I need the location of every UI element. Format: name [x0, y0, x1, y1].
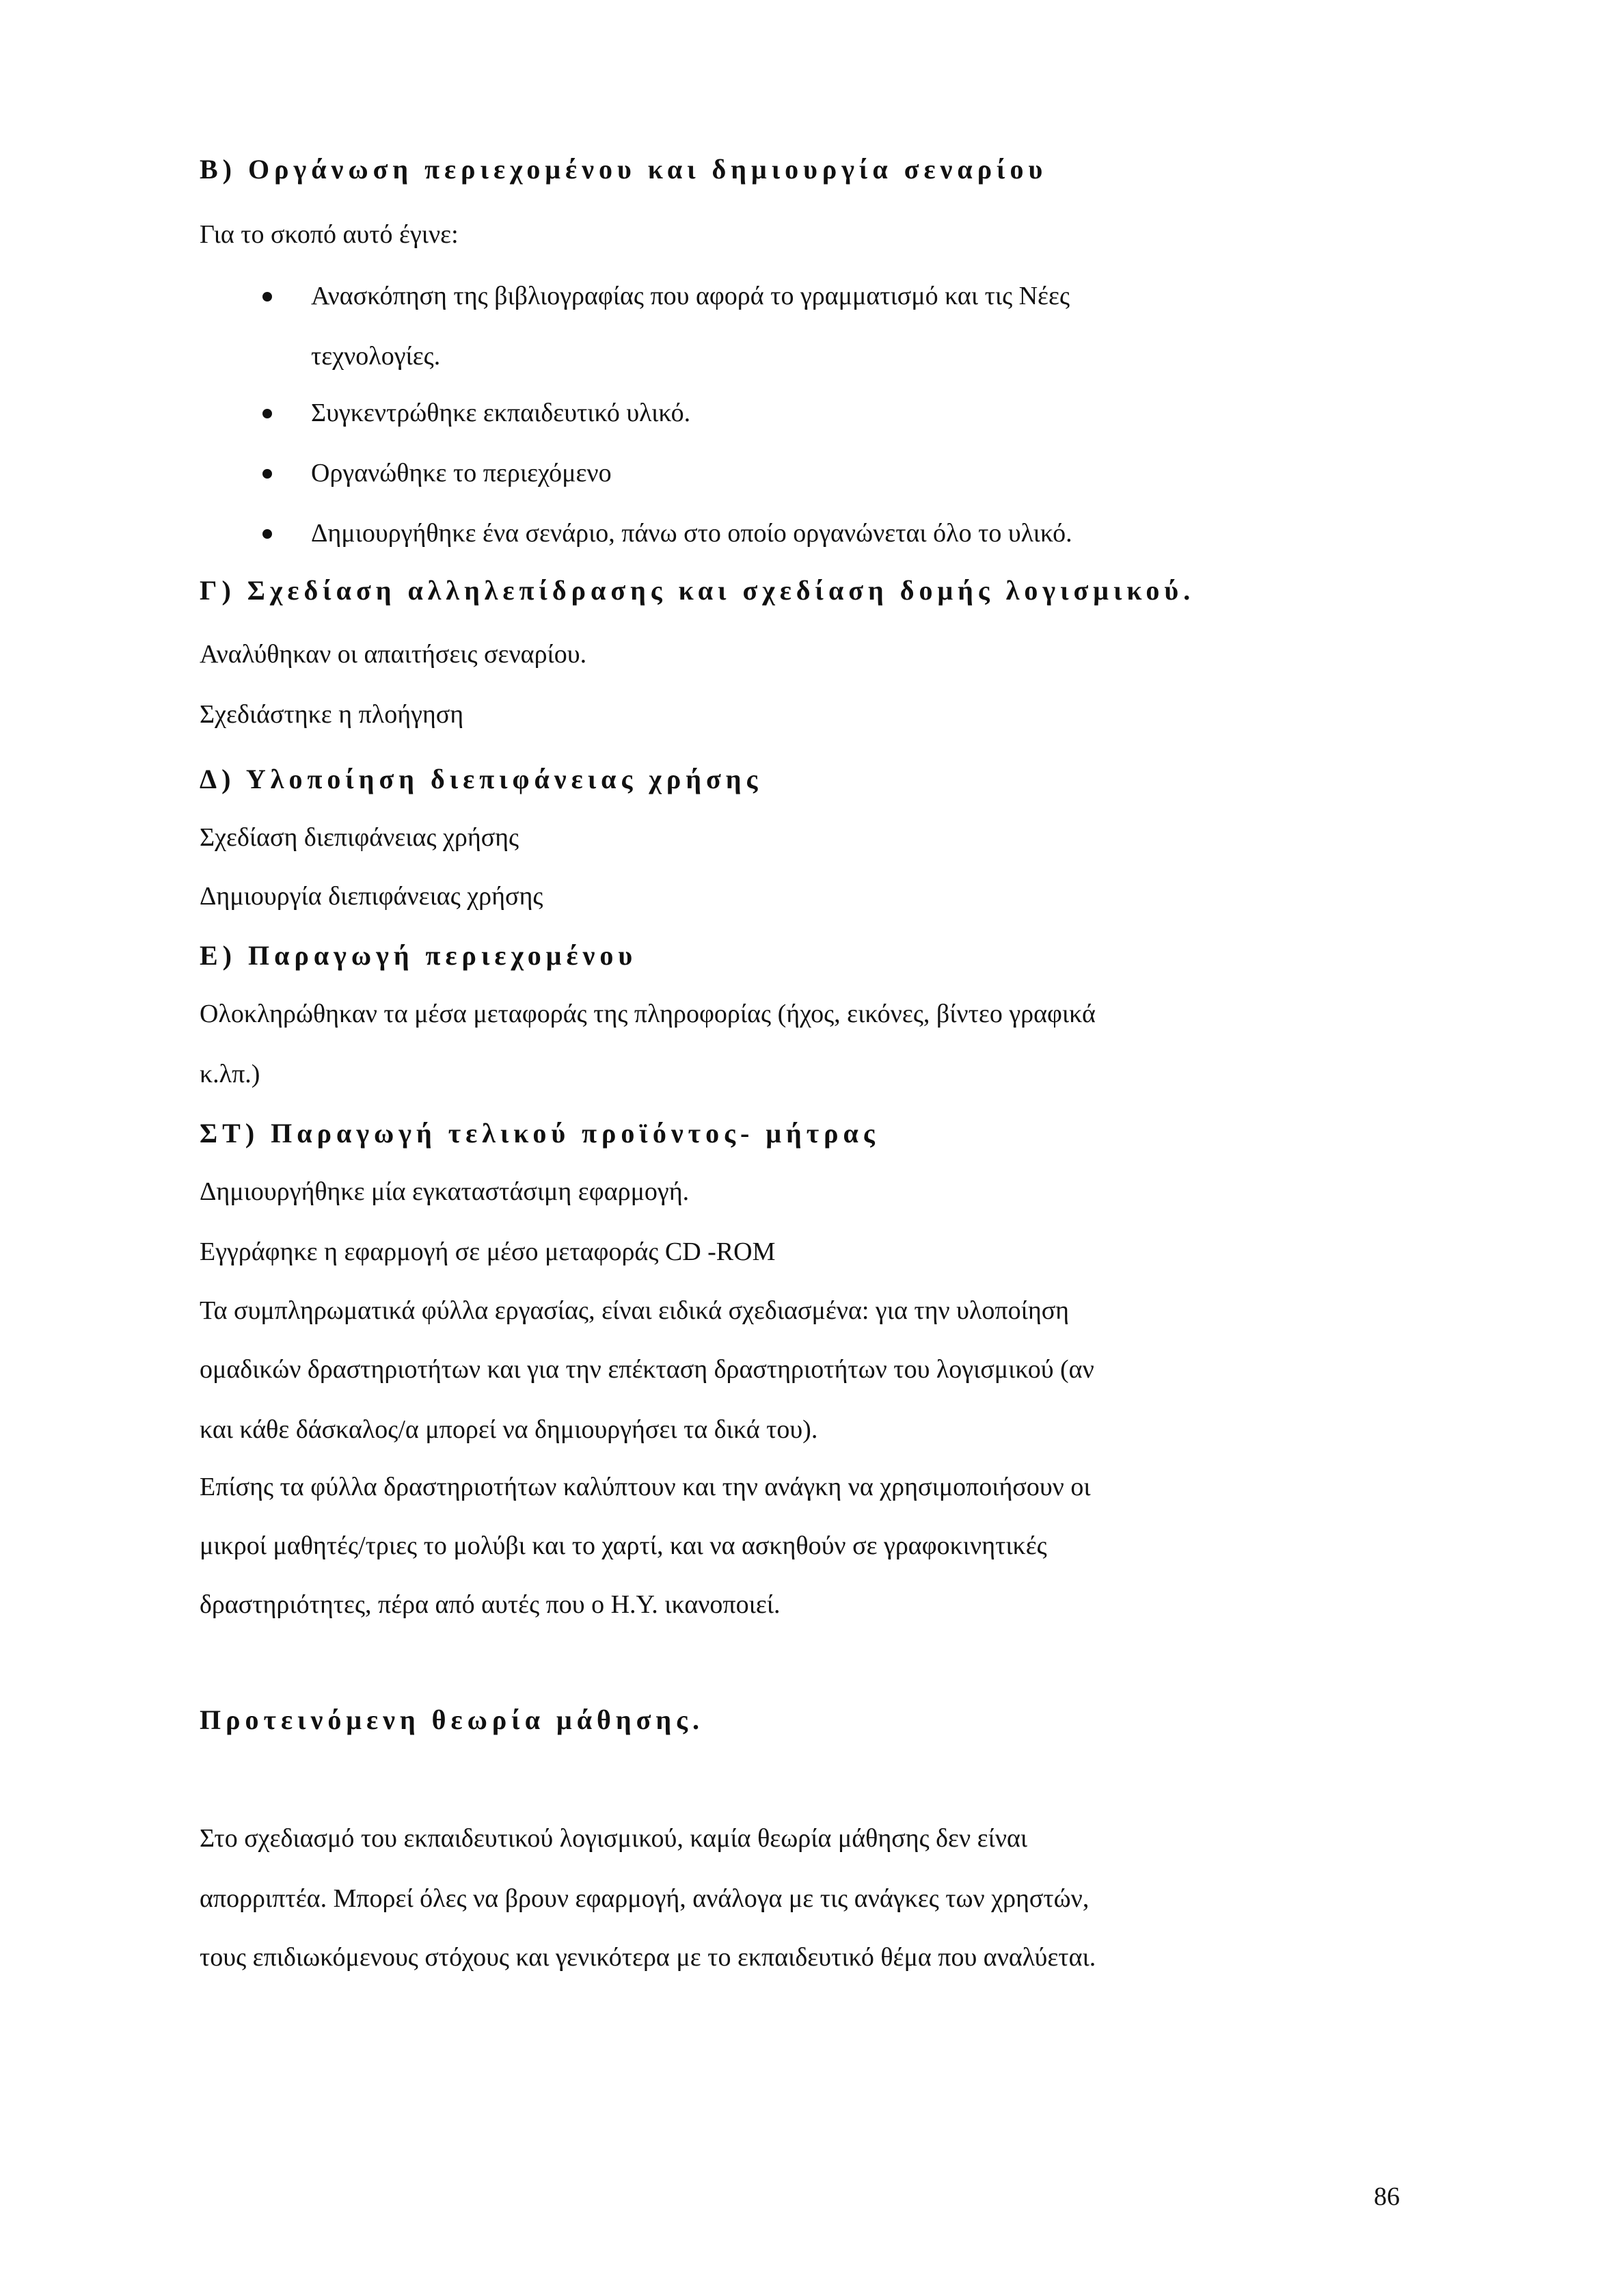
section-st-line-4: ομαδικών δραστηριοτήτων και για την επέκταση δραστηριοτήτων του λογισμικού (αν: [200, 1355, 1094, 1384]
section-e-line-2: κ.λπ.): [200, 1060, 260, 1088]
section-st-line-8: δραστηριότητες, πέρα από αυτές που ο Η.Υ. ικανοποιεί.: [200, 1590, 781, 1619]
bullet-icon: [262, 292, 272, 302]
section-st-line-2: Εγγράφηκε η εφαρμογή σε μέσο μεταφοράς CD -ROM: [200, 1237, 776, 1266]
section-d-line-2: Δημιουργία διεπιφάνειας χρήσης: [200, 882, 543, 911]
section-st-line-7: μικροί μαθητές/τριες το μολύβι και το χαρτί, και να ασκηθούν σε γραφοκινητικές: [200, 1531, 1047, 1560]
bullet-icon: [262, 469, 272, 479]
theory-line-3: τους επιδιωκόμενους στόχους και γενικότερα με το εκπαιδευτικό θέμα που αναλύεται.: [200, 1943, 1096, 1972]
section-e-line-1: [200, 997, 1426, 1031]
bullet-icon: [262, 529, 272, 539]
section-b-intro: Για το σκοπό αυτό έγινε:: [200, 220, 459, 249]
section-e-heading: Ε) Παραγωγή περιεχομένου: [200, 940, 638, 971]
bullet-icon: [262, 409, 272, 418]
bullet-item-4: Δημιουργήθηκε ένα σενάριο, πάνω στο οποίο οργανώνεται όλο το υλικό.: [311, 519, 1072, 548]
bullet-item-1-continuation: τεχνολογίες.: [311, 342, 441, 371]
theory-line-1: Στο σχεδιασμό του εκπαιδευτικού λογισμικού, καμία θεωρία μάθησης δεν είναι: [200, 1824, 1028, 1853]
section-st-line-3: Τα συμπληρωματικά φύλλα εργασίας, είναι ειδικά σχεδιασμένα: για την υλοποίηση: [200, 1296, 1070, 1325]
section-st-line-1: Δημιουργήθηκε μία εγκαταστάσιμη εφαρμογή.: [200, 1177, 690, 1206]
section-g-line-1: Αναλύθηκαν οι απαιτήσεις σεναρίου.: [200, 640, 587, 669]
line-text: Ανασκόπηση της βιβλιογραφίας που αφορά το γραμματισμό και τις Νέες: [311, 282, 1070, 310]
section-b-heading: Β) Οργάνωση περιεχομένου και δημιουργία σεναρίου: [200, 154, 1048, 185]
section-st-line-5: και κάθε δάσκαλος/α μπορεί να δημιουργήσει τα δικά του).: [200, 1415, 818, 1444]
line-text: Ολοκληρώθηκαν τα μέσα μεταφοράς της πληροφορίας (ήχος, εικόνες, βίντεο γραφικά: [200, 1000, 1096, 1028]
bullet-item-3: Οργανώθηκε το περιεχόμενο: [311, 459, 612, 487]
section-g-heading: Γ) Σχεδίαση αλληλεπίδρασης και σχεδίαση δομής λογισμικού.: [200, 575, 1195, 606]
justified-line: [200, 997, 1426, 1031]
section-st-heading: ΣΤ) Παραγωγή τελικού προϊόντος- μήτρας: [200, 1118, 880, 1149]
section-d-heading: Δ) Υλοποίηση διεπιφάνειας χρήσης: [200, 764, 763, 794]
section-g-line-2: Σχεδιάστηκε η πλοήγηση: [200, 700, 464, 729]
section-d-line-1: Σχεδίαση διεπιφάνειας χρήσης: [200, 823, 519, 852]
page-number: 86: [1374, 2182, 1400, 2211]
bullet-item-1: [311, 279, 1428, 313]
theory-line-2: απορριπτέα. Μπορεί όλες να βρουν εφαρμογή, ανάλογα με τις ανάγκες των χρηστών,: [200, 1884, 1090, 1913]
justified-line: [311, 279, 1428, 313]
section-st-line-6: Επίσης τα φύλλα δραστηριοτήτων καλύπτουν και την ανάγκη να χρησιμοποιήσουν οι: [200, 1473, 1091, 1501]
theory-heading: Προτεινόμενη θεωρία μάθησης.: [200, 1704, 704, 1735]
bullet-item-2: Συγκεντρώθηκε εκπαιδευτικό υλικό.: [311, 399, 691, 427]
